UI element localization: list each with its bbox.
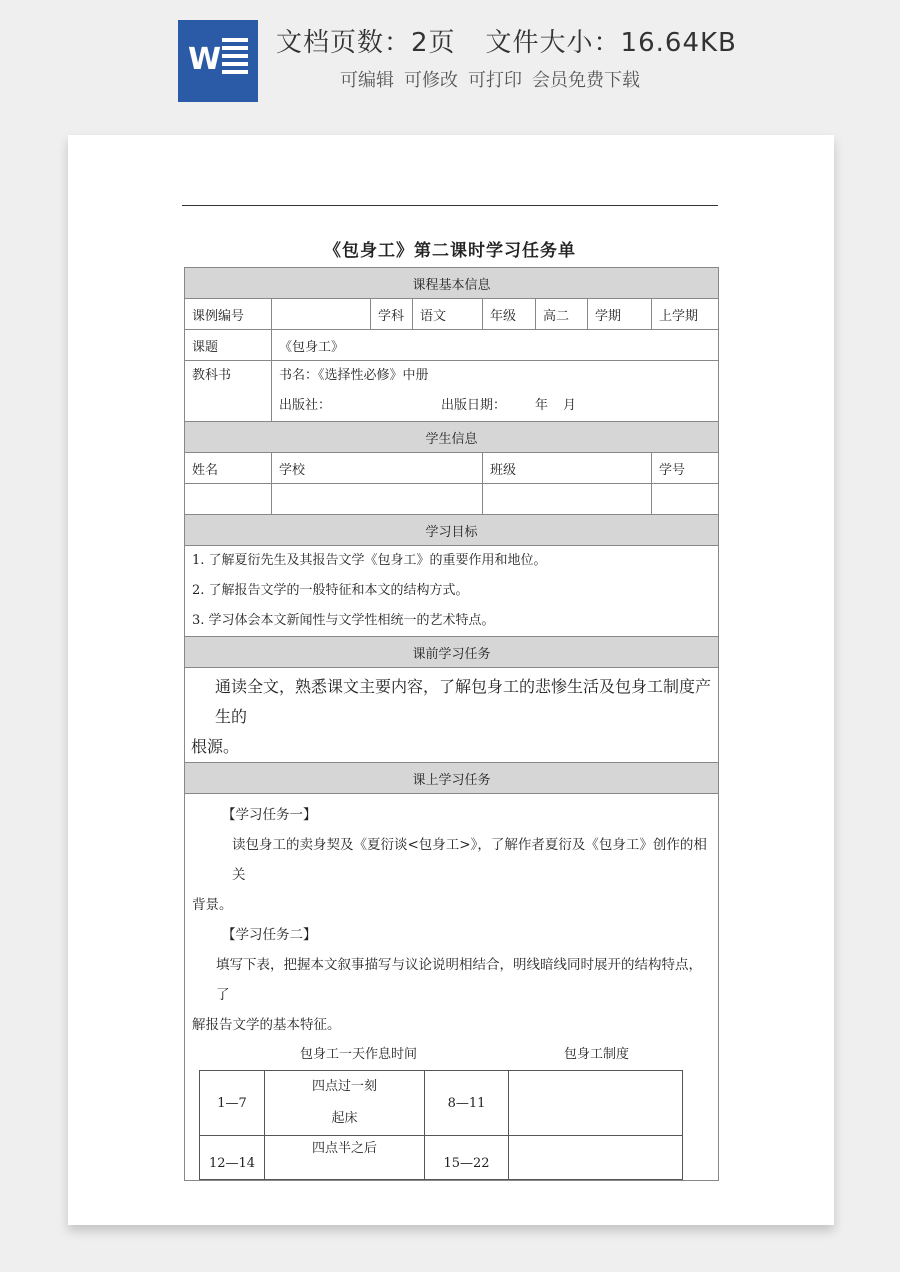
row1-system-field[interactable] <box>509 1071 683 1136</box>
task2-line-1: 填写下表，把握本文叙事描写与议论说明相结合，明线暗线同时展开的结构特点，了 <box>216 957 702 1003</box>
school-label: 学校 <box>272 453 483 484</box>
fill-table-header <box>192 1040 711 1070</box>
pre-class-task <box>185 668 719 763</box>
banner-title <box>276 22 737 59</box>
case-no-value[interactable] <box>272 299 371 330</box>
goal-item: 3. 学习体会本文新闻性与文学性相统一的艺术特点。 <box>192 613 495 628</box>
row2-time-a: 四点半之后 <box>311 1141 377 1156</box>
name-field[interactable] <box>185 484 272 515</box>
textbook-value <box>272 361 719 422</box>
subject-label: 学科 <box>371 299 413 330</box>
publisher-label: 出版社： <box>279 398 332 413</box>
goals-list <box>185 546 719 637</box>
goal-item: 1. 了解夏衍先生及其报告文学《包身工》的重要作用和地位。 <box>192 553 547 568</box>
task-sheet-table <box>184 267 719 1181</box>
section-goals: 学习目标 <box>185 515 719 546</box>
fill-table-head-left: 包身工一天作息时间 <box>300 1047 418 1062</box>
pre-class-line-2: 根源。 <box>191 737 240 756</box>
section-student-info: 学生信息 <box>185 422 719 453</box>
download-banner <box>0 0 900 120</box>
task1-line-1: 读包身工的卖身契及《夏衍谈<包身工>》，了解作者夏衍及《包身工》创作的相关 <box>232 837 707 883</box>
topic-value: 《包身工》 <box>272 330 719 361</box>
row1-time <box>265 1071 425 1136</box>
in-class-tasks <box>185 794 719 1181</box>
row2-system-field[interactable] <box>509 1136 683 1180</box>
file-size: 文件大小：16.64KB <box>485 28 737 58</box>
name-label: 姓名 <box>185 453 272 484</box>
pre-class-line-1: 通读全文，熟悉课文主要内容，了解包身工的悲惨生活及包身工制度产生的 <box>215 677 712 726</box>
row1-para2: 8—11 <box>425 1071 509 1136</box>
section-course-info: 课程基本信息 <box>185 268 719 299</box>
grade-value: 高二 <box>536 299 588 330</box>
row2-para: 12—14 <box>200 1136 265 1180</box>
row1-time-b: 起床 <box>331 1111 358 1126</box>
goal-item: 2. 了解报告文学的一般特征和本文的结构方式。 <box>192 583 469 598</box>
fill-in-table <box>199 1070 683 1180</box>
header-rule <box>182 205 718 206</box>
row1-para: 1—7 <box>200 1071 265 1136</box>
row2-para2: 15—22 <box>425 1136 509 1180</box>
term-label: 学期 <box>588 299 652 330</box>
row1-time-a: 四点过一刻 <box>311 1079 377 1094</box>
textbook-label <box>185 361 272 422</box>
feature-modifiable: 可修改 <box>404 70 458 91</box>
page-count: 文档页数：2页 <box>276 28 456 58</box>
topic-label: 课题 <box>185 330 272 361</box>
word-icon-lines <box>222 38 248 84</box>
publisher-line <box>279 391 711 421</box>
fill-table-head-right: 包身工制度 <box>564 1047 630 1062</box>
pub-month-label: 月 <box>563 398 577 413</box>
subject-value: 语文 <box>413 299 483 330</box>
feature-printable: 可打印 <box>468 70 522 91</box>
section-in-class: 课上学习任务 <box>185 763 719 794</box>
student-no-label: 学号 <box>652 453 719 484</box>
task1-line-2: 背景。 <box>192 897 233 913</box>
section-pre-class: 课前学习任务 <box>185 637 719 668</box>
row2-time <box>265 1136 425 1180</box>
textbook-label-text: 教科书 <box>192 368 232 383</box>
task1-title: 【学习任务一】 <box>222 807 317 823</box>
task2-title: 【学习任务二】 <box>222 927 317 943</box>
banner-features <box>340 66 650 92</box>
term-value: 上学期 <box>652 299 719 330</box>
student-no-field[interactable] <box>652 484 719 515</box>
word-icon <box>178 20 258 102</box>
task2-line-2: 解报告文学的基本特征。 <box>192 1017 341 1033</box>
document-title: 《包身工》第二课时学习任务单 <box>324 241 576 261</box>
pub-date-label: 出版日期： <box>441 398 507 413</box>
case-no-label: 课例编号 <box>185 299 272 330</box>
school-field[interactable] <box>272 484 483 515</box>
class-label: 班级 <box>483 453 652 484</box>
class-field[interactable] <box>483 484 652 515</box>
word-icon-letter: W <box>188 42 222 77</box>
feature-member-download: 会员免费下载 <box>532 70 640 91</box>
pub-year-label: 年 <box>535 398 549 413</box>
book-name: 书名：《选择性必修》中册 <box>279 368 429 383</box>
feature-editable: 可编辑 <box>340 70 394 91</box>
grade-label: 年级 <box>483 299 536 330</box>
